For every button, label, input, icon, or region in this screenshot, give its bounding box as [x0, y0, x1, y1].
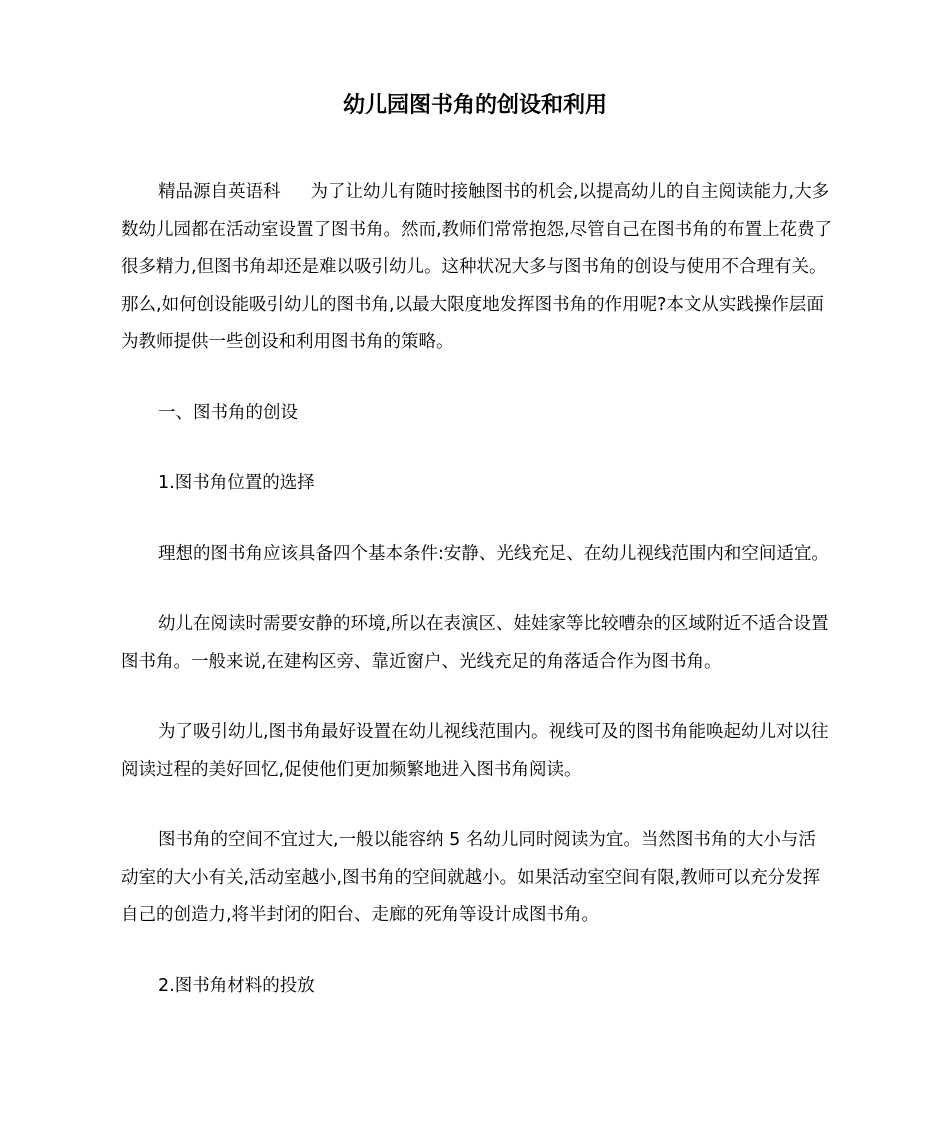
intro-paragraph — [121, 174, 833, 362]
document-title: 幼儿园图书角的创设和利用 — [342, 93, 607, 118]
body-paragraph: 为了吸引幼儿,图书角最好设置在幼儿视线范围内。视线可及的图书角能唤起幼儿对以往阅读过程的美好回忆,促使他们更加频繁地进入图书角阅读。 — [121, 722, 829, 780]
intro-text: 为了让幼儿有随时接触图书的机会,以提高幼儿的自主阅读能力,大多数幼儿园都在活动室设置了图书角。然而,教师们常常抱怨,尽管自己在图书角的布置上花费了很多精力,但图书角却还是难以吸引幼儿。这种状况大多与图书角的创设与使用不合理有关。那么,如何创设能吸引幼儿的图书角,以最大限度地发挥图书角的作用呢?本文从实践操作层面为教师提供一些创设和利用图书角的策略。 — [121, 182, 833, 352]
body-paragraph: 图书角的空间不宜过大,一般以能容纳 5 名幼儿同时阅读为宜。当然图书角的大小与活动室的大小有关,活动室越小,图书角的空间就越小。如果活动室空间有限,教师可以充分发挥自己的创造力,将半封闭的阳台、走廊的死角等设计成图书角。 — [121, 830, 821, 925]
body-paragraph: 理想的图书角应该具备四个基本条件:安静、光线充足、在幼儿视线范围内和空间适宜。 — [158, 543, 829, 564]
body-paragraph: 幼儿在阅读时需要安静的环境,所以在表演区、娃娃家等比较嘈杂的区域附近不适合设置图书角。一般来说,在建构区旁、靠近窗户、光线充足的角落适合作为图书角。 — [121, 614, 829, 672]
subsection-heading: 1.图书角位置的选择 — [158, 473, 315, 493]
subsection-heading: 2.图书角材料的投放 — [158, 975, 315, 996]
document-body — [121, 174, 833, 1038]
section-heading: 一、图书角的创设 — [158, 402, 298, 423]
intro-prefix: 精品源自英语科 — [158, 182, 281, 202]
